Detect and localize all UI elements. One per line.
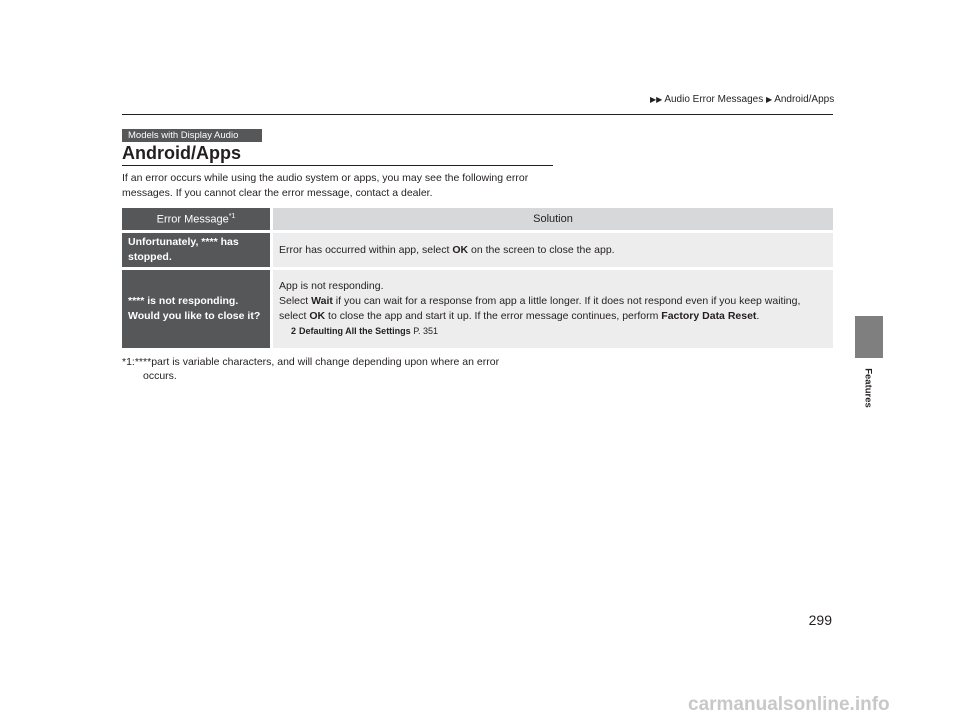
- breadcrumb-item-audio-error-messages[interactable]: Audio Error Messages: [664, 94, 764, 105]
- solution-cell: Error has occurred within app, select OK on the screen to close the app.: [270, 233, 833, 267]
- header-solution: Solution: [270, 208, 833, 230]
- watermark-text: carmanualsonline.info: [688, 694, 890, 715]
- model-badge: Models with Display Audio: [122, 129, 262, 142]
- header-error-message: Error Message$^{*1}$: [122, 208, 270, 230]
- intro-paragraph: If an error occurs while using the audio system or apps, you may see the following error messages. If you cannot clear the error message, contact a dealer.: [122, 172, 529, 199]
- header-rule: [122, 114, 833, 115]
- error-message-table: [122, 205, 833, 351]
- triangle-right-icon: ▶: [766, 95, 773, 104]
- reference-arrow-icon: 2: [291, 326, 297, 336]
- page-number: 299: [808, 612, 832, 628]
- solution-cell: App is not responding. Select Wait if you can wait for a response from app a little longer. If it does not respond even if you keep waiting, select OK to close the app and start it up. If the error message continues, perform Factory Data Reset. 2 Defaulting All the Settings P. 351: [270, 270, 833, 348]
- breadcrumb-item-android-apps[interactable]: Android/Apps: [774, 94, 835, 105]
- side-tab-marker: [855, 316, 883, 358]
- error-message-cell: Unfortunately, **** has stopped.: [122, 233, 270, 267]
- side-tab-label: Features: [862, 368, 874, 408]
- footnote: *1:****part is variable characters, and will change depending upon where an error occurs.: [122, 356, 500, 382]
- triangle-right-icon: ▶▶: [650, 95, 663, 104]
- section-title: Android/Apps: [122, 143, 241, 163]
- cross-reference-link[interactable]: 2 Defaulting All the Settings P. 351: [291, 324, 827, 339]
- breadcrumb: [650, 94, 833, 105]
- table-row: [122, 270, 833, 348]
- error-message-cell: **** is not responding. Would you like to close it?: [122, 270, 270, 348]
- footnote-ref: *1: [228, 212, 236, 220]
- table-row: [122, 233, 833, 267]
- title-rule: [122, 165, 553, 166]
